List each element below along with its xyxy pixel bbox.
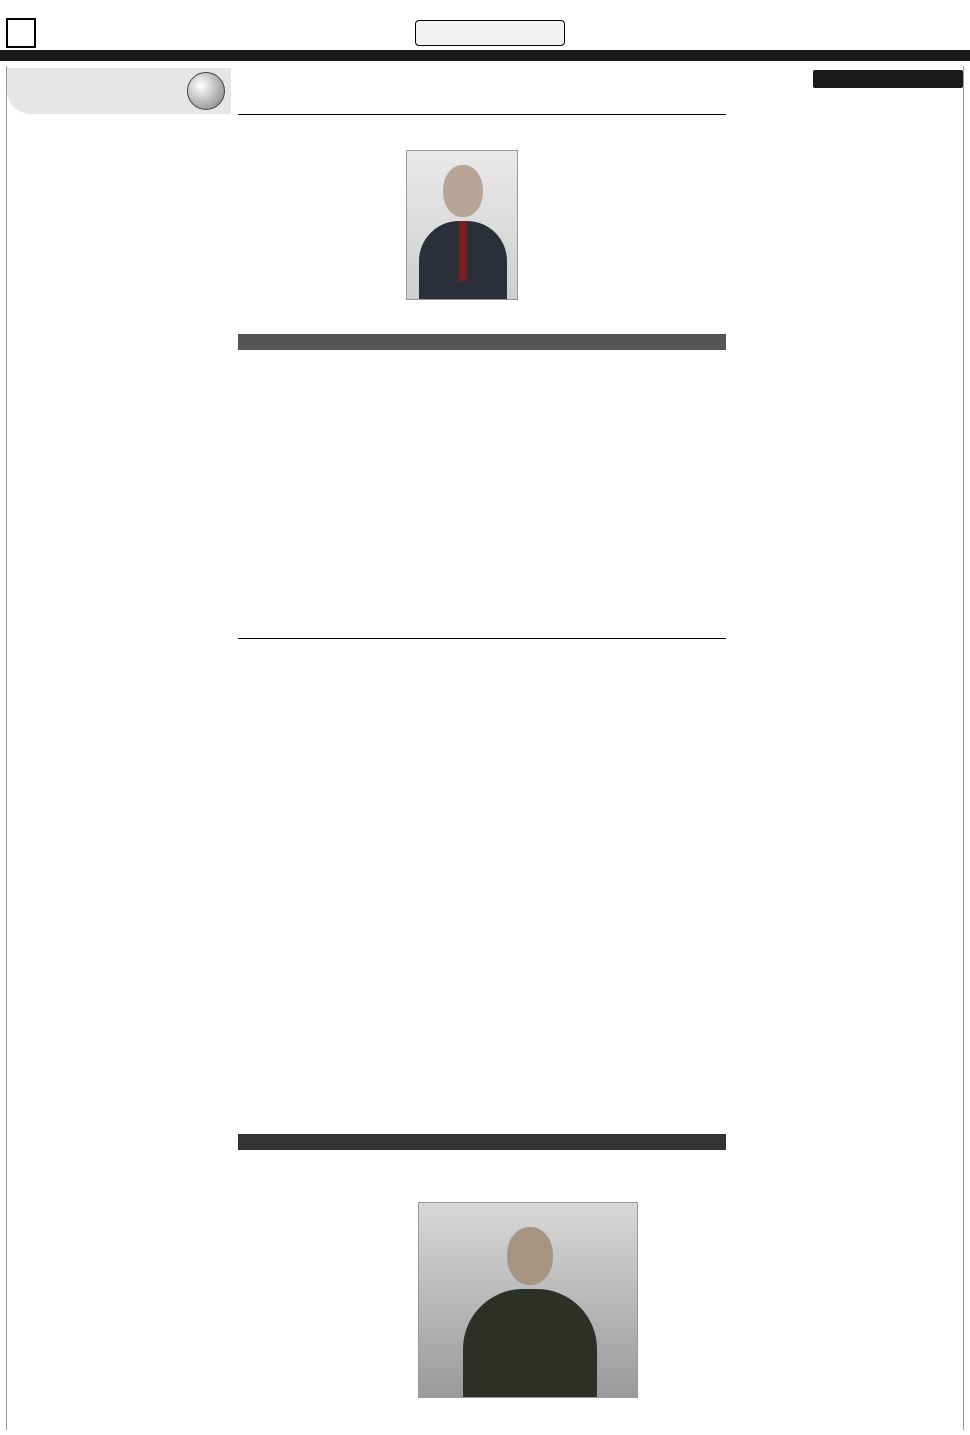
divider — [238, 114, 726, 115]
person-body — [463, 1289, 597, 1398]
lead-body-col-b — [522, 118, 612, 328]
tie — [459, 221, 467, 281]
story2-body — [238, 412, 726, 634]
science-title-photonic — [735, 750, 959, 768]
masthead — [0, 0, 970, 60]
world-news-banner — [7, 68, 231, 114]
science-title-arnold — [735, 1366, 959, 1384]
science-title-stars — [735, 110, 959, 130]
websites — [42, 26, 382, 46]
lead-body-col-a — [617, 118, 727, 328]
lead-body-col-c — [336, 118, 402, 328]
person-head — [507, 1227, 553, 1285]
subtitle-bar — [0, 50, 970, 61]
story3-headline — [238, 660, 726, 716]
science-body-math — [735, 1008, 959, 1308]
page-number — [6, 18, 36, 48]
story4-photo — [418, 1202, 638, 1398]
story4-headline — [238, 1090, 726, 1134]
issue-date — [570, 24, 830, 46]
science-body-stars — [735, 132, 959, 422]
world-news-list — [7, 120, 231, 1426]
newspaper-logo — [842, 6, 962, 46]
section-name — [415, 20, 565, 46]
story3-body — [238, 718, 726, 1082]
person-head — [443, 165, 483, 217]
story2-kicker — [238, 334, 726, 350]
lead-photo-caption — [406, 302, 518, 328]
science-title-math — [735, 972, 959, 1006]
science-title-plastic — [735, 426, 959, 444]
lead-photo — [406, 150, 518, 300]
story4-kicker — [238, 1134, 726, 1150]
lead-body-col-d — [238, 118, 332, 328]
story3-kicker — [238, 642, 726, 658]
right-column — [732, 66, 964, 1430]
world-news-label — [57, 76, 181, 106]
story2-headline — [238, 352, 726, 410]
left-column — [6, 66, 230, 1430]
science-body-arnold — [735, 1386, 959, 1428]
lead-headline — [238, 66, 726, 112]
story4-col-d — [238, 1154, 326, 1430]
science-body-photonic — [735, 770, 959, 970]
divider — [238, 638, 726, 639]
story4-col-c — [330, 1154, 414, 1430]
science-kicker — [735, 96, 959, 110]
story4-col-e — [418, 1154, 549, 1198]
science-section-label — [813, 70, 963, 88]
story4-col-a — [642, 1154, 726, 1430]
globe-icon — [187, 72, 225, 110]
science-body-plastic — [735, 446, 959, 746]
story4-col-f — [418, 1400, 638, 1430]
